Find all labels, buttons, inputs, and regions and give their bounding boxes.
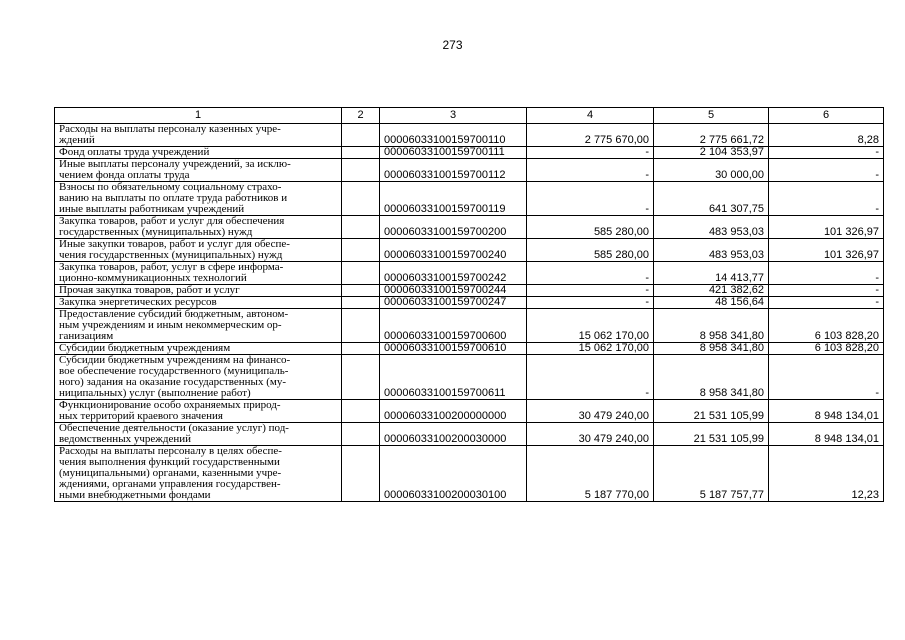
row-col2: [342, 297, 380, 309]
table-row: [55, 355, 884, 400]
row-name-line: Расходы на выплаты персоналу казенных учре-: [59, 123, 281, 135]
row-value-col5: 483 953,03: [654, 239, 769, 262]
row-code: 00006033100159700200: [380, 216, 527, 239]
row-value-col6: -: [769, 159, 884, 182]
table-row: [55, 285, 884, 297]
row-name: [55, 297, 342, 309]
row-name: [55, 309, 342, 343]
header-col-2: 2: [342, 108, 380, 124]
row-value-col5: 2 104 353,97: [654, 147, 769, 159]
row-value-col4: 2 775 670,00: [527, 124, 654, 147]
row-name-line: ждений: [59, 134, 95, 146]
row-value-col6: 8 948 134,01: [769, 400, 884, 423]
page-number: 273: [442, 38, 463, 52]
row-value-col4: -: [527, 285, 654, 297]
row-col2: [342, 216, 380, 239]
row-value-col4: 5 187 770,00: [527, 446, 654, 502]
row-col2: [342, 423, 380, 446]
row-code: 00006033100200000000: [380, 400, 527, 423]
row-code: 00006033100200030000: [380, 423, 527, 446]
row-name-line: ведомственных учреждений: [59, 433, 191, 445]
row-value-col5: 21 531 105,99: [654, 423, 769, 446]
row-col2: [342, 446, 380, 502]
table-header: [55, 108, 884, 124]
row-name: [55, 239, 342, 262]
table-row: [55, 297, 884, 309]
row-value-col4: -: [527, 147, 654, 159]
row-col2: [342, 355, 380, 400]
row-name-line: государственных (муниципальных) нужд: [59, 226, 253, 238]
row-name-line: ганизациям: [59, 330, 114, 342]
row-value-col5: 8 958 341,80: [654, 355, 769, 400]
row-code: 00006033100159700247: [380, 297, 527, 309]
row-name-line: ного) задания на оказание государственных (му-: [59, 376, 286, 388]
row-name: [55, 355, 342, 400]
row-name-line: Обеспечение деятельности (оказание услуг) под-: [59, 422, 289, 434]
header-row: [55, 108, 884, 124]
row-value-col4: -: [527, 159, 654, 182]
row-name-line: ным учреждениям и иным некоммерческим ор-: [59, 319, 282, 331]
row-value-col5: 14 413,77: [654, 262, 769, 285]
row-col2: [342, 182, 380, 216]
row-name-line: Расходы на выплаты персоналу в целях обеспе-: [59, 445, 282, 457]
row-name-line: Иные закупки товаров, работ и услуг для обеспе-: [59, 238, 290, 250]
row-col2: [342, 309, 380, 343]
table-row: [55, 239, 884, 262]
row-value-col4: 30 479 240,00: [527, 400, 654, 423]
row-value-col6: -: [769, 297, 884, 309]
row-name-line: ванию на выплаты по оплате труда работников и: [59, 192, 288, 204]
row-name-line: ционно-коммуникационных технологий: [59, 272, 247, 284]
row-name-line: ных территорий краевого значения: [59, 410, 223, 422]
row-code: 00006033100159700244: [380, 285, 527, 297]
row-name-line: Функционирование особо охраняемых природ-: [59, 399, 281, 411]
row-col2: [342, 400, 380, 423]
row-name-line: вое обеспечение государственного (муниципаль-: [59, 365, 289, 377]
table-row: [55, 262, 884, 285]
row-value-col6: 6 103 828,20: [769, 343, 884, 355]
row-value-col4: 15 062 170,00: [527, 309, 654, 343]
row-value-col4: 30 479 240,00: [527, 423, 654, 446]
row-name: [55, 182, 342, 216]
row-name: [55, 400, 342, 423]
row-name-line: ждениями, органами управления государствен-: [59, 478, 281, 490]
row-name: [55, 159, 342, 182]
row-value-col4: 15 062 170,00: [527, 343, 654, 355]
row-col2: [342, 343, 380, 355]
table-row: [55, 309, 884, 343]
row-value-col5: 48 156,64: [654, 297, 769, 309]
row-value-col6: 101 326,97: [769, 239, 884, 262]
table-body: [55, 124, 884, 502]
row-name-line: ными внебюджетными фондами: [59, 489, 211, 501]
row-code: 00006033100200030100: [380, 446, 527, 502]
row-name: [55, 216, 342, 239]
table-row: [55, 446, 884, 502]
row-col2: [342, 239, 380, 262]
row-name: [55, 446, 342, 502]
row-name-line: Закупка товаров, работ и услуг для обеспечения: [59, 215, 285, 227]
table-row: [55, 124, 884, 147]
row-name-line: (муниципальными) органами, казенными учре-: [59, 467, 282, 479]
row-value-col5: 641 307,75: [654, 182, 769, 216]
row-value-col5: 2 775 661,72: [654, 124, 769, 147]
row-value-col6: -: [769, 182, 884, 216]
row-name: [55, 343, 342, 355]
row-value-col5: 483 953,03: [654, 216, 769, 239]
row-code: 00006033100159700610: [380, 343, 527, 355]
row-value-col5: 5 187 757,77: [654, 446, 769, 502]
row-value-col6: -: [769, 262, 884, 285]
table-row: [55, 182, 884, 216]
row-name: [55, 285, 342, 297]
header-col-1: 1: [55, 108, 342, 124]
header-col-3: 3: [380, 108, 527, 124]
row-value-col5: 8 958 341,80: [654, 343, 769, 355]
table-row: [55, 147, 884, 159]
row-name-line: чения государственных (муниципальных) нужд: [59, 249, 283, 261]
row-value-col5: 30 000,00: [654, 159, 769, 182]
row-value-col4: -: [527, 182, 654, 216]
row-name-line: Прочая закупка товаров, работ и услуг: [59, 284, 240, 296]
row-name-line: Закупка товаров, работ, услуг в сфере информа-: [59, 261, 284, 273]
row-value-col6: 8 948 134,01: [769, 423, 884, 446]
row-name-line: чения выполнения функций государственными: [59, 456, 280, 468]
row-name-line: Взносы по обязательному социальному страхо-: [59, 181, 282, 193]
table-row: [55, 343, 884, 355]
expense-report-table: [54, 107, 884, 502]
row-name: [55, 262, 342, 285]
row-code: 00006033100159700611: [380, 355, 527, 400]
row-col2: [342, 159, 380, 182]
row-value-col6: 6 103 828,20: [769, 309, 884, 343]
row-value-col4: -: [527, 355, 654, 400]
row-value-col5: 21 531 105,99: [654, 400, 769, 423]
header-col-5: 5: [654, 108, 769, 124]
row-value-col4: 585 280,00: [527, 216, 654, 239]
row-value-col4: -: [527, 297, 654, 309]
row-value-col6: -: [769, 285, 884, 297]
row-name-line: Субсидии бюджетным учреждениям на финансо-: [59, 354, 291, 366]
table-row: [55, 216, 884, 239]
row-value-col6: 8,28: [769, 124, 884, 147]
row-value-col5: 421 382,62: [654, 285, 769, 297]
row-name: [55, 423, 342, 446]
row-col2: [342, 285, 380, 297]
row-code: 00006033100159700242: [380, 262, 527, 285]
row-col2: [342, 262, 380, 285]
row-name: [55, 147, 342, 159]
row-value-col6: -: [769, 147, 884, 159]
table-row: [55, 159, 884, 182]
row-value-col6: 12,23: [769, 446, 884, 502]
row-name-line: ниципальных) услуг (выполнение работ): [59, 387, 251, 399]
row-name-line: Иные выплаты персоналу учреждений, за исклю-: [59, 158, 291, 170]
row-name-line: Предоставление субсидий бюджетным, автоном-: [59, 308, 289, 320]
row-name-line: Фонд оплаты труда учреждений: [59, 146, 210, 158]
row-value-col4: 585 280,00: [527, 239, 654, 262]
row-name-line: чением фонда оплаты труда: [59, 169, 190, 181]
row-value-col6: -: [769, 355, 884, 400]
row-name-line: Закупка энергетических ресурсов: [59, 296, 217, 308]
row-value-col5: 8 958 341,80: [654, 309, 769, 343]
row-code: 00006033100159700600: [380, 309, 527, 343]
table-row: [55, 400, 884, 423]
header-col-6: 6: [769, 108, 884, 124]
row-name-line: Субсидии бюджетным учреждениям: [59, 342, 231, 354]
row-value-col4: -: [527, 262, 654, 285]
row-name-line: иные выплаты работникам учреждений: [59, 203, 245, 215]
row-col2: [342, 124, 380, 147]
header-col-4: 4: [527, 108, 654, 124]
row-code: 00006033100159700112: [380, 159, 527, 182]
row-code: 00006033100159700110: [380, 124, 527, 147]
row-code: 00006033100159700119: [380, 182, 527, 216]
row-value-col6: 101 326,97: [769, 216, 884, 239]
table-row: [55, 423, 884, 446]
row-name: [55, 124, 342, 147]
row-col2: [342, 147, 380, 159]
row-code: 00006033100159700111: [380, 147, 527, 159]
row-code: 00006033100159700240: [380, 239, 527, 262]
